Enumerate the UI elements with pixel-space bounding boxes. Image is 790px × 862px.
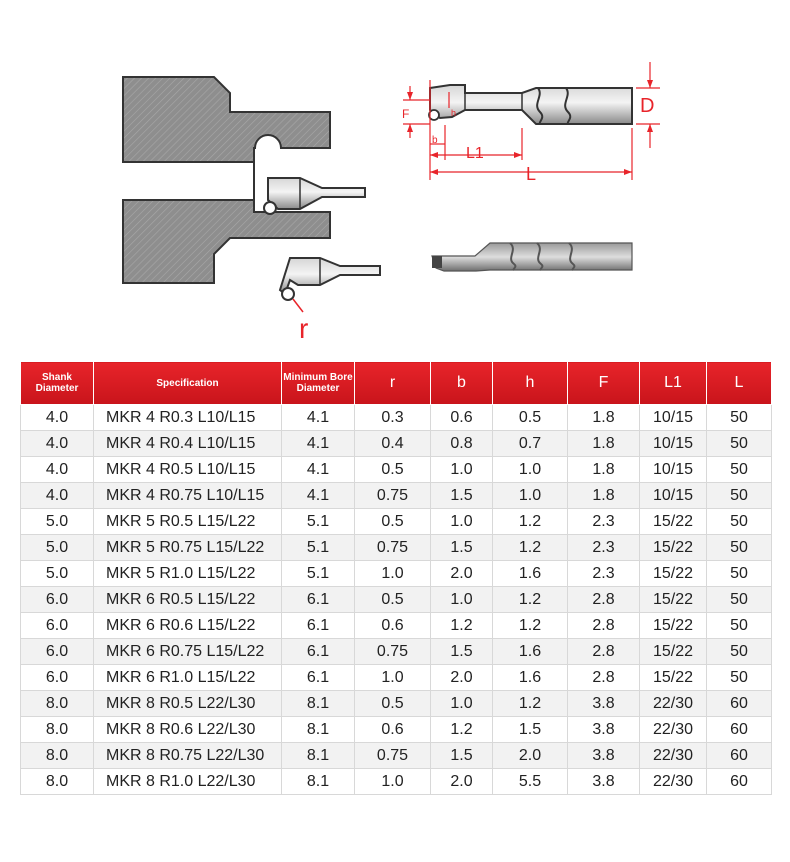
cell-f: 2.8 (568, 613, 640, 639)
cell-specification: MKR 6 R1.0 L15/L22 (94, 665, 282, 691)
header-shank-diameter: Shank Diameter (21, 362, 94, 405)
cell-r: 0.75 (355, 639, 431, 665)
cell-l1: 15/22 (640, 639, 707, 665)
cell-shank-diameter: 8.0 (21, 769, 94, 795)
table-row (21, 483, 772, 509)
cell-f: 1.8 (568, 483, 640, 509)
cell-r: 0.3 (355, 405, 431, 431)
cell-l1: 15/22 (640, 665, 707, 691)
cell-min-bore-diameter: 8.1 (282, 769, 355, 795)
cell-f: 3.8 (568, 691, 640, 717)
tool-dimension-view (403, 62, 660, 180)
cell-min-bore-diameter: 4.1 (282, 483, 355, 509)
table-row (21, 743, 772, 769)
header-specification: Specification (94, 362, 282, 405)
cell-l: 50 (707, 561, 772, 587)
table-row (21, 769, 772, 795)
cell-l: 50 (707, 639, 772, 665)
cell-r: 0.75 (355, 743, 431, 769)
cell-l: 50 (707, 587, 772, 613)
header-r: r (355, 362, 431, 405)
cell-shank-diameter: 6.0 (21, 587, 94, 613)
header-b: b (431, 362, 493, 405)
cell-f: 1.8 (568, 457, 640, 483)
label-l1: L1 (466, 145, 484, 162)
label-h: h (451, 108, 457, 118)
cell-l1: 15/22 (640, 509, 707, 535)
tool-side-view (432, 243, 632, 271)
cell-l: 50 (707, 509, 772, 535)
cell-h: 1.2 (493, 691, 568, 717)
header-h: h (493, 362, 568, 405)
cell-l1: 15/22 (640, 613, 707, 639)
table-row (21, 561, 772, 587)
cell-shank-diameter: 6.0 (21, 639, 94, 665)
table-row (21, 717, 772, 743)
cell-min-bore-diameter: 5.1 (282, 561, 355, 587)
cell-specification: MKR 8 R0.6 L22/L30 (94, 717, 282, 743)
header-f: F (568, 362, 640, 405)
cell-min-bore-diameter: 8.1 (282, 691, 355, 717)
cell-r: 0.5 (355, 587, 431, 613)
cell-specification: MKR 5 R0.5 L15/L22 (94, 509, 282, 535)
table-row (21, 691, 772, 717)
cell-f: 2.8 (568, 639, 640, 665)
cell-specification: MKR 4 R0.3 L10/L15 (94, 405, 282, 431)
cell-specification: MKR 6 R0.6 L15/L22 (94, 613, 282, 639)
label-b: b (432, 135, 438, 146)
cell-h: 1.0 (493, 457, 568, 483)
cell-b: 2.0 (431, 665, 493, 691)
cell-r: 0.5 (355, 509, 431, 535)
header-l: L (707, 362, 772, 405)
cell-specification: MKR 8 R1.0 L22/L30 (94, 769, 282, 795)
cell-l1: 15/22 (640, 587, 707, 613)
cell-h: 2.0 (493, 743, 568, 769)
cell-b: 2.0 (431, 769, 493, 795)
cell-f: 3.8 (568, 743, 640, 769)
cell-b: 1.0 (431, 691, 493, 717)
header-row (21, 362, 772, 405)
table-row (21, 535, 772, 561)
label-f: F (402, 107, 410, 121)
cell-h: 0.5 (493, 405, 568, 431)
cell-h: 1.6 (493, 639, 568, 665)
spec-table (20, 361, 772, 795)
cell-b: 1.0 (431, 587, 493, 613)
cell-l: 50 (707, 483, 772, 509)
cell-l: 60 (707, 691, 772, 717)
cell-f: 1.8 (568, 431, 640, 457)
cell-shank-diameter: 8.0 (21, 691, 94, 717)
cell-h: 0.7 (493, 431, 568, 457)
cell-f: 3.8 (568, 717, 640, 743)
cell-shank-diameter: 5.0 (21, 535, 94, 561)
cell-l: 60 (707, 717, 772, 743)
cell-shank-diameter: 6.0 (21, 665, 94, 691)
cell-h: 1.5 (493, 717, 568, 743)
cell-r: 0.75 (355, 535, 431, 561)
header-min-bore-diameter: Minimum Bore Diameter (282, 362, 355, 405)
cell-r: 1.0 (355, 769, 431, 795)
cell-min-bore-diameter: 4.1 (282, 431, 355, 457)
cell-h: 1.2 (493, 509, 568, 535)
cell-h: 1.2 (493, 535, 568, 561)
cell-l1: 22/30 (640, 691, 707, 717)
cell-h: 5.5 (493, 769, 568, 795)
cell-h: 1.6 (493, 665, 568, 691)
cell-l: 50 (707, 613, 772, 639)
cell-l1: 22/30 (640, 769, 707, 795)
cell-shank-diameter: 5.0 (21, 509, 94, 535)
cell-f: 2.8 (568, 587, 640, 613)
table-row (21, 509, 772, 535)
cell-b: 1.5 (431, 639, 493, 665)
cell-specification: MKR 4 R0.4 L10/L15 (94, 431, 282, 457)
table-row (21, 405, 772, 431)
cell-l1: 15/22 (640, 561, 707, 587)
cell-r: 0.5 (355, 457, 431, 483)
cell-h: 1.2 (493, 587, 568, 613)
cell-specification: MKR 4 R0.75 L10/L15 (94, 483, 282, 509)
tool-tip-detail (280, 258, 380, 312)
label-r: r (299, 313, 309, 344)
table-row (21, 665, 772, 691)
cell-r: 1.0 (355, 665, 431, 691)
cell-r: 0.6 (355, 613, 431, 639)
table-row (21, 457, 772, 483)
cell-f: 2.3 (568, 509, 640, 535)
cell-l1: 10/15 (640, 405, 707, 431)
cell-min-bore-diameter: 5.1 (282, 535, 355, 561)
cell-min-bore-diameter: 8.1 (282, 717, 355, 743)
cell-b: 1.2 (431, 613, 493, 639)
cell-f: 2.8 (568, 665, 640, 691)
cell-min-bore-diameter: 6.1 (282, 665, 355, 691)
cell-l1: 15/22 (640, 535, 707, 561)
cell-shank-diameter: 8.0 (21, 717, 94, 743)
cell-l: 50 (707, 457, 772, 483)
cell-shank-diameter: 4.0 (21, 431, 94, 457)
cell-b: 1.5 (431, 535, 493, 561)
cell-specification: MKR 4 R0.5 L10/L15 (94, 457, 282, 483)
cell-l: 50 (707, 405, 772, 431)
cell-r: 0.75 (355, 483, 431, 509)
cell-l: 60 (707, 743, 772, 769)
cell-l1: 10/15 (640, 457, 707, 483)
cell-specification: MKR 5 R0.75 L15/L22 (94, 535, 282, 561)
cell-shank-diameter: 8.0 (21, 743, 94, 769)
cell-shank-diameter: 4.0 (21, 483, 94, 509)
table-row (21, 587, 772, 613)
header-l1: L1 (640, 362, 707, 405)
cell-min-bore-diameter: 6.1 (282, 613, 355, 639)
cell-b: 1.5 (431, 743, 493, 769)
label-d: D (640, 95, 655, 117)
cell-l1: 10/15 (640, 483, 707, 509)
cell-b: 0.6 (431, 405, 493, 431)
cell-r: 1.0 (355, 561, 431, 587)
cell-h: 1.2 (493, 613, 568, 639)
cell-min-bore-diameter: 5.1 (282, 509, 355, 535)
tool-diagram (0, 0, 790, 355)
cell-b: 0.8 (431, 431, 493, 457)
cell-l1: 22/30 (640, 743, 707, 769)
cell-specification: MKR 5 R1.0 L15/L22 (94, 561, 282, 587)
cell-r: 0.6 (355, 717, 431, 743)
cell-l: 50 (707, 665, 772, 691)
table-row (21, 613, 772, 639)
cell-specification: MKR 6 R0.5 L15/L22 (94, 587, 282, 613)
cell-min-bore-diameter: 6.1 (282, 587, 355, 613)
cell-shank-diameter: 5.0 (21, 561, 94, 587)
cell-b: 1.0 (431, 509, 493, 535)
cell-l: 60 (707, 769, 772, 795)
cell-b: 1.5 (431, 483, 493, 509)
cell-l1: 10/15 (640, 431, 707, 457)
cell-shank-diameter: 4.0 (21, 457, 94, 483)
label-l: L (526, 164, 537, 184)
cell-l: 50 (707, 535, 772, 561)
cell-min-bore-diameter: 4.1 (282, 457, 355, 483)
cell-specification: MKR 8 R0.5 L22/L30 (94, 691, 282, 717)
cell-l1: 22/30 (640, 717, 707, 743)
cell-min-bore-diameter: 8.1 (282, 743, 355, 769)
cell-r: 0.5 (355, 691, 431, 717)
cell-h: 1.0 (493, 483, 568, 509)
cell-specification: MKR 6 R0.75 L15/L22 (94, 639, 282, 665)
cell-min-bore-diameter: 4.1 (282, 405, 355, 431)
cell-shank-diameter: 4.0 (21, 405, 94, 431)
cell-h: 1.6 (493, 561, 568, 587)
cell-b: 1.2 (431, 717, 493, 743)
cell-l: 50 (707, 431, 772, 457)
cell-specification: MKR 8 R0.75 L22/L30 (94, 743, 282, 769)
tool-in-bore (264, 178, 365, 214)
cell-f: 2.3 (568, 535, 640, 561)
table-row (21, 431, 772, 457)
cell-f: 2.3 (568, 561, 640, 587)
spec-table-body (21, 405, 772, 795)
cell-b: 1.0 (431, 457, 493, 483)
cell-shank-diameter: 6.0 (21, 613, 94, 639)
cell-min-bore-diameter: 6.1 (282, 639, 355, 665)
cell-b: 2.0 (431, 561, 493, 587)
cell-r: 0.4 (355, 431, 431, 457)
cell-f: 1.8 (568, 405, 640, 431)
table-row (21, 639, 772, 665)
cell-f: 3.8 (568, 769, 640, 795)
